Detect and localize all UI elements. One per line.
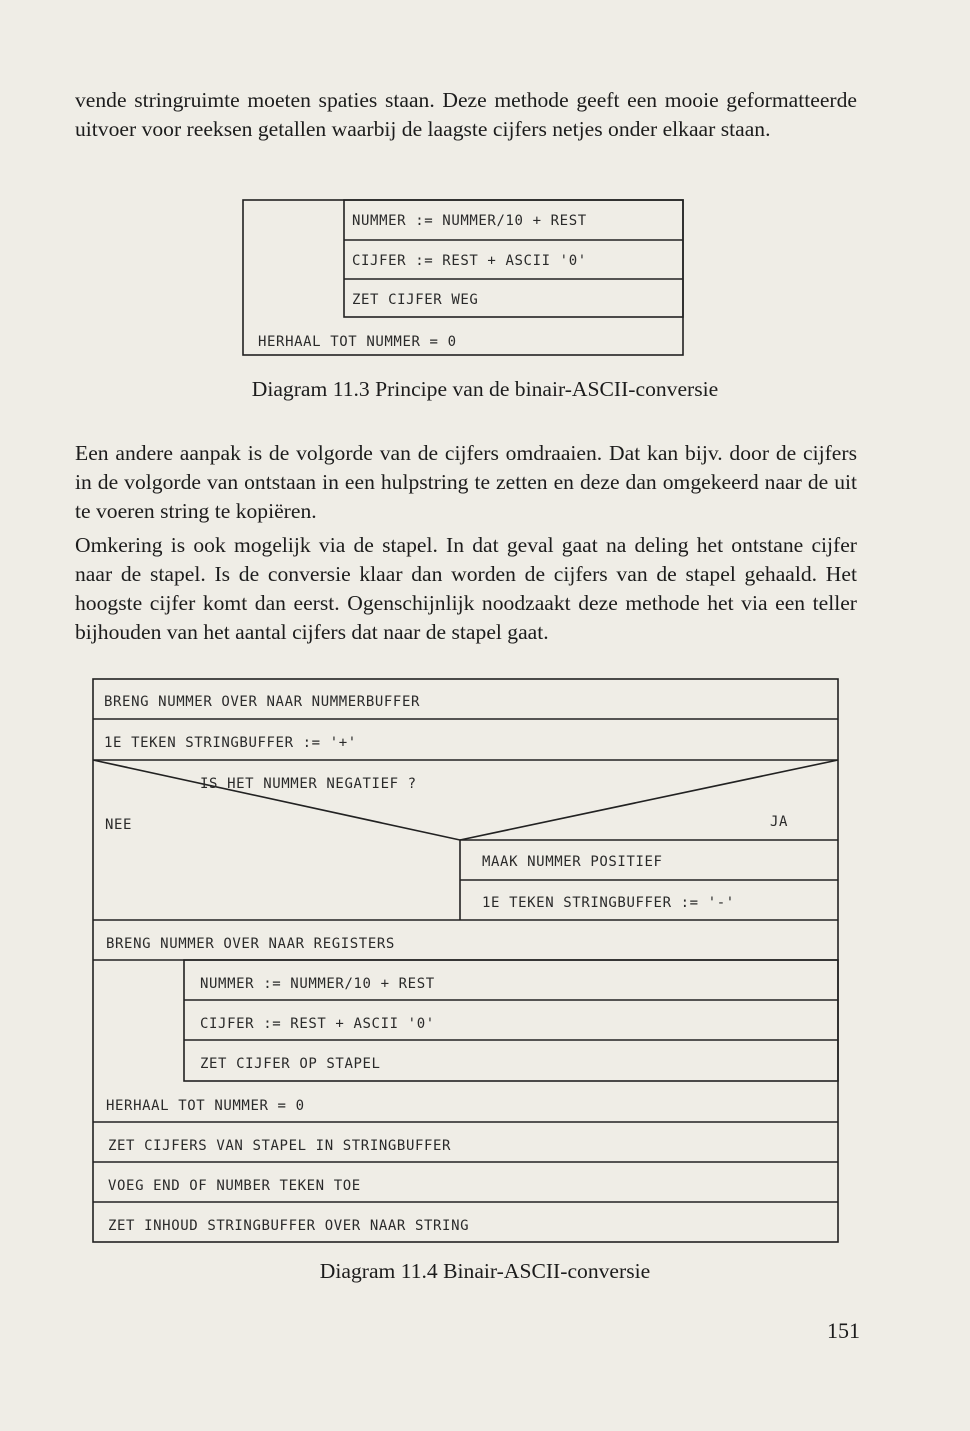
page-number: 151 bbox=[827, 1318, 860, 1343]
d114-step-end-marker: VOEG END OF NUMBER TEKEN TOE bbox=[108, 1178, 361, 1194]
d114-yes-positive: MAAK NUMMER POSITIEF bbox=[482, 854, 663, 870]
diagram-11-4 bbox=[93, 679, 838, 1242]
d114-loop-stack: ZET CIJFER OP STAPEL bbox=[200, 1056, 381, 1072]
d114-yes-minus-sign: 1E TEKEN STRINGBUFFER := '-' bbox=[482, 895, 735, 911]
d114-decision-condition: IS HET NUMMER NEGATIEF ? bbox=[200, 776, 417, 792]
d113-loop-condition: HERHAAL TOT NUMMER = 0 bbox=[258, 334, 457, 350]
d114-step-unstack: ZET CIJFERS VAN STAPEL IN STRINGBUFFER bbox=[108, 1138, 452, 1154]
paragraph-intro: vende stringruimte moeten spaties staan. Deze methode geeft een mooie geformatteerde uitvoer voor reeksen getallen waarbij de laagste cijfers netjes onder elkaar staan. bbox=[75, 88, 857, 141]
d114-decision-left-diagonal bbox=[93, 760, 460, 840]
d113-step-store: ZET CIJFER WEG bbox=[352, 292, 479, 308]
d114-step-registers: BRENG NUMMER OVER NAAR REGISTERS bbox=[106, 936, 395, 952]
d114-loop-cijfer: CIJFER := REST + ASCII '0' bbox=[200, 1016, 435, 1032]
d114-loop-condition: HERHAAL TOT NUMMER = 0 bbox=[106, 1098, 305, 1114]
paragraph-stack: Omkering is ook mogelijk via de stapel. In dat geval gaat na deling het ontstane cijfer naar de stapel. Is de conversie klaar dan worden de cijfers van de stapel gehaald. Het hoogste cijfer komt dan eerst. Ogenschijnlijk noodzaakt deze methode het via een teller bijhouden van het aantal cijfers dat naar de stapel gaat. bbox=[75, 533, 857, 644]
d114-step-copy-string: ZET INHOUD STRINGBUFFER OVER NAAR STRING bbox=[108, 1218, 470, 1234]
d113-step-divide: NUMMER := NUMMER/10 + REST bbox=[352, 213, 587, 229]
d114-loop-divide: NUMMER := NUMMER/10 + REST bbox=[200, 976, 435, 992]
d114-step-buffer: BRENG NUMMER OVER NAAR NUMMERBUFFER bbox=[104, 694, 421, 710]
caption-diagram-11-4: Diagram 11.4 Binair-ASCII-conversie bbox=[319, 1259, 651, 1283]
d114-step-plus-sign: 1E TEKEN STRINGBUFFER := '+' bbox=[104, 735, 357, 751]
caption-diagram-11-3: Diagram 11.3 Principe van de binair-ASCII-conversie bbox=[251, 377, 719, 401]
diagram-11-3 bbox=[243, 200, 683, 355]
d114-branch-yes: JA bbox=[770, 814, 789, 830]
d114-branch-no: NEE bbox=[105, 817, 133, 833]
paragraph-reverse-digits: Een andere aanpak is de volgorde van de cijfers omdraaien. Dat kan bijv. door de cijfers in de volgorde van ontstaan in een hulpstring te zetten en deze dan omgekeerd naar de uit te voeren string te kopiëren. bbox=[75, 441, 857, 523]
d113-step-cijfer: CIJFER := REST + ASCII '0' bbox=[352, 253, 587, 269]
